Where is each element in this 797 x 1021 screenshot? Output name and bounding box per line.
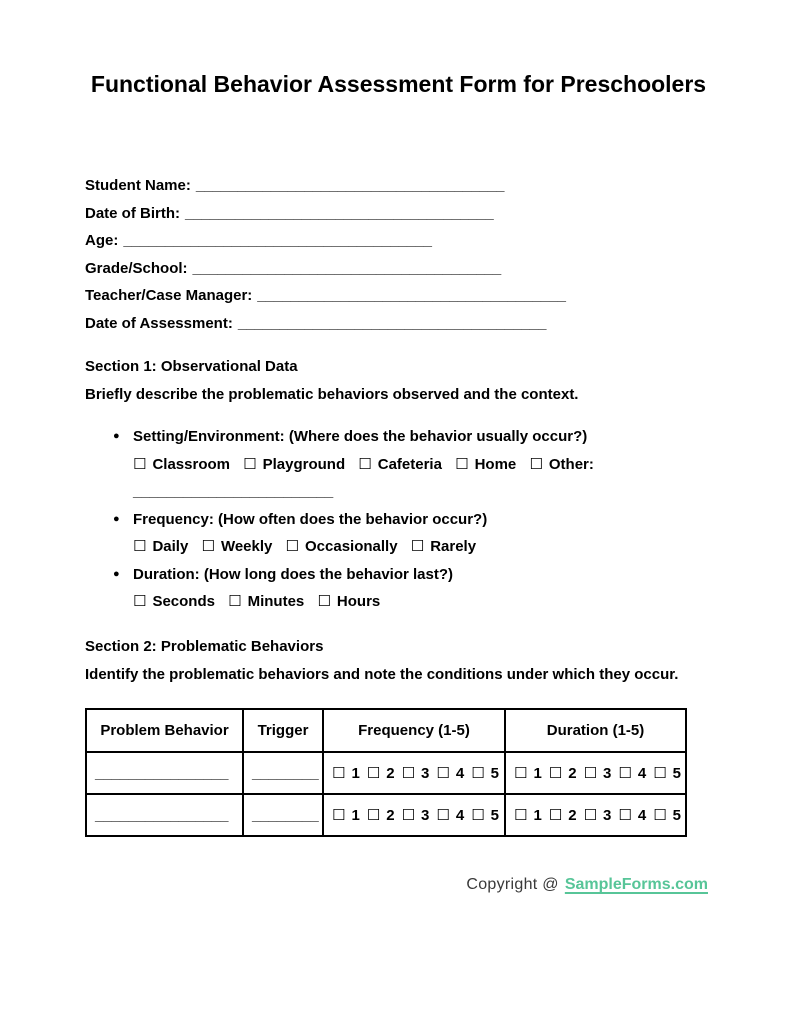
scale-checkbox-1[interactable] xyxy=(514,807,542,824)
option-label: Weekly xyxy=(220,538,273,555)
checkbox-icon: ☐ xyxy=(583,807,598,824)
behavior-blank-cell: ________________ xyxy=(86,752,243,794)
duration-scale-cell xyxy=(505,794,686,836)
checkbox-icon: ☐ xyxy=(548,807,563,824)
checkbox-icon: ☐ xyxy=(201,538,215,555)
section2-heading: Section 2: Problematic Behaviors xyxy=(85,638,324,655)
checkbox-icon: ☐ xyxy=(514,765,528,782)
scale-checkbox-3[interactable] xyxy=(402,765,430,782)
scale-label: 1 xyxy=(533,807,542,824)
checkbox-icon: ☐ xyxy=(317,593,331,610)
checkbox-icon: ☐ xyxy=(471,807,485,824)
field-label: Grade/School: xyxy=(85,259,188,277)
checkbox-option-seconds[interactable] xyxy=(133,593,215,610)
scale-checkbox-4[interactable] xyxy=(618,807,646,824)
field-label: Age: xyxy=(85,232,119,249)
scale-label: 1 xyxy=(351,807,360,824)
scale-label: 5 xyxy=(490,807,499,824)
bullet-label: Setting/Environment: (Where does the behavior usually occur?) xyxy=(133,428,588,445)
option-label: Occasionally xyxy=(305,538,398,555)
scale-checkbox-5[interactable] xyxy=(653,765,681,782)
bullet-icon: ● xyxy=(113,512,120,525)
bullet-item-setting-environment xyxy=(85,423,712,506)
scale-label: 5 xyxy=(672,765,681,782)
scale-label: 1 xyxy=(533,765,542,782)
bullet-label: Frequency: (How often does the behavior occur?) xyxy=(133,510,488,528)
checkbox-icon: ☐ xyxy=(366,807,381,824)
checkbox-icon: ☐ xyxy=(285,538,299,555)
checkbox-option-cafeteria[interactable] xyxy=(358,456,442,473)
bullet-item-frequency xyxy=(85,506,712,561)
scale-checkbox-3[interactable] xyxy=(584,765,612,782)
checkbox-icon: ☐ xyxy=(455,455,469,473)
checkbox-option-other[interactable] xyxy=(529,456,593,473)
field-row-date-of-assessment xyxy=(85,310,712,338)
bullet-label: Duration: (How long does the behavior last?) xyxy=(133,565,454,583)
field-blank-line: _____________________________________ xyxy=(185,204,494,222)
behavior-table xyxy=(85,708,687,837)
field-label: Student Name: xyxy=(85,177,191,194)
checkbox-icon: ☐ xyxy=(243,455,257,473)
checkbox-icon: ☐ xyxy=(133,455,147,473)
checkbox-option-playground[interactable] xyxy=(243,456,345,473)
checkbox-options-row xyxy=(133,451,712,479)
checkbox-icon: ☐ xyxy=(410,538,425,555)
section2-header xyxy=(85,633,712,688)
sampleforms-link[interactable]: SampleForms.com xyxy=(564,876,708,893)
checkbox-icon: ☐ xyxy=(471,765,485,782)
checkbox-icon: ☐ xyxy=(618,807,632,824)
scale-label: 3 xyxy=(421,807,430,824)
checkbox-icon: ☐ xyxy=(401,807,416,824)
scale-checkbox-2[interactable] xyxy=(367,807,395,824)
trigger-blank-cell: ________ xyxy=(243,794,323,836)
behavior-blank-cell: ________________ xyxy=(86,794,243,836)
page-title: Functional Behavior Assessment Form for Preschoolers xyxy=(90,71,707,97)
scale-label: 5 xyxy=(490,765,499,782)
bullet-icon: ● xyxy=(113,430,120,442)
scale-label: 4 xyxy=(637,807,647,824)
footer xyxy=(85,873,712,897)
scale-label: 2 xyxy=(386,807,395,824)
scale-label: 2 xyxy=(386,765,395,782)
copyright-text: Copyright @ xyxy=(466,876,559,893)
trigger-blank-cell: ________ xyxy=(243,752,323,794)
option-label: Cafeteria xyxy=(377,455,442,473)
field-blank-line: _____________________________________ xyxy=(123,232,433,249)
checkbox-option-weekly[interactable] xyxy=(201,538,272,555)
section2-description: Identify the problematic behaviors and note the conditions under which they occur. xyxy=(85,665,679,683)
field-label: Teacher/Case Manager: xyxy=(85,287,253,304)
field-blank-line: _____________________________________ xyxy=(195,177,505,194)
option-label: Daily xyxy=(152,538,189,555)
scale-label: 4 xyxy=(637,765,647,782)
field-row-teacher-case-manager xyxy=(85,282,712,310)
field-label: Date of Assessment: xyxy=(85,314,233,332)
scale-checkbox-2[interactable] xyxy=(367,765,395,782)
scale-checkbox-4[interactable] xyxy=(436,807,464,824)
checkbox-icon: ☐ xyxy=(228,593,242,610)
checkbox-option-hours[interactable] xyxy=(317,593,380,610)
checkbox-icon: ☐ xyxy=(653,807,667,824)
checkbox-icon: ☐ xyxy=(529,455,543,473)
field-blank-line: _____________________________________ xyxy=(237,314,547,332)
frequency-scale-cell xyxy=(323,794,505,836)
bullet-icon: ● xyxy=(113,567,120,580)
checkbox-icon: ☐ xyxy=(653,765,667,782)
section1-bullet-list xyxy=(85,423,712,616)
bullet-item-duration xyxy=(85,561,712,616)
option-label: Hours xyxy=(336,593,381,610)
option-label: Playground xyxy=(262,455,346,473)
scale-checkbox-5[interactable] xyxy=(653,807,681,824)
scale-checkbox-4[interactable] xyxy=(618,765,646,782)
checkbox-icon: ☐ xyxy=(514,807,528,824)
frequency-scale-cell xyxy=(323,752,505,794)
field-row-grade-school xyxy=(85,255,712,283)
scale-label: 3 xyxy=(421,765,430,782)
scale-label: 4 xyxy=(455,807,465,824)
checkbox-icon: ☐ xyxy=(618,765,632,782)
scale-label: 1 xyxy=(351,765,360,782)
checkbox-option-minutes[interactable] xyxy=(228,593,304,610)
scale-checkbox-1[interactable] xyxy=(514,765,542,782)
checkbox-icon: ☐ xyxy=(358,455,372,473)
scale-checkbox-4[interactable] xyxy=(436,765,464,782)
field-blank-line: _____________________________________ xyxy=(192,259,502,277)
option-label: Other: xyxy=(548,455,594,473)
scale-checkbox-2[interactable] xyxy=(549,807,577,824)
checkbox-icon: ☐ xyxy=(366,765,381,782)
scale-label: 2 xyxy=(568,807,577,824)
scale-label: 5 xyxy=(672,807,681,824)
field-label: Date of Birth: xyxy=(85,204,180,222)
duration-scale-cell xyxy=(505,752,686,794)
option-label: Rarely xyxy=(430,538,477,555)
col-header-frequency: Frequency (1-5) xyxy=(323,709,505,752)
field-blank-line: _____________________________________ xyxy=(257,287,566,304)
section1-header xyxy=(85,353,712,408)
section1-description: Briefly describe the problematic behaviors observed and the context. xyxy=(85,385,579,403)
field-row-age xyxy=(85,227,712,255)
section1-heading: Section 1: Observational Data xyxy=(85,358,298,375)
scale-checkbox-5[interactable] xyxy=(471,807,499,824)
student-info-section xyxy=(85,172,712,337)
option-label: Minutes xyxy=(247,593,305,610)
option-label: Classroom xyxy=(152,455,230,473)
col-header-trigger: Trigger xyxy=(243,709,323,752)
checkbox-icon: ☐ xyxy=(332,807,346,824)
field-row-student-name xyxy=(85,172,712,200)
scale-label: 3 xyxy=(603,765,612,782)
scale-checkbox-1[interactable] xyxy=(332,807,360,824)
checkbox-icon: ☐ xyxy=(401,765,416,782)
col-header-duration: Duration (1-5) xyxy=(505,709,686,752)
table-row xyxy=(86,752,686,794)
checkbox-option-rarely[interactable] xyxy=(411,538,476,555)
checkbox-icon: ☐ xyxy=(133,538,147,555)
checkbox-icon: ☐ xyxy=(133,593,147,610)
table-row xyxy=(86,794,686,836)
scale-checkbox-2[interactable] xyxy=(549,765,577,782)
checkbox-options-row xyxy=(133,588,712,616)
other-blank-line: ________________________ xyxy=(133,483,334,500)
scale-label: 2 xyxy=(568,765,577,782)
checkbox-icon: ☐ xyxy=(548,765,563,782)
checkbox-icon: ☐ xyxy=(583,765,598,782)
option-label: Home xyxy=(474,455,517,473)
checkbox-icon: ☐ xyxy=(436,807,450,824)
checkbox-option-daily[interactable] xyxy=(133,538,188,555)
option-label: Seconds xyxy=(152,593,215,610)
scale-checkbox-1[interactable] xyxy=(332,765,360,782)
checkbox-option-classroom[interactable] xyxy=(133,456,230,473)
scale-checkbox-3[interactable] xyxy=(402,807,430,824)
field-row-date-of-birth xyxy=(85,200,712,228)
scale-label: 3 xyxy=(603,807,612,824)
col-header-problem-behavior: Problem Behavior xyxy=(86,709,243,752)
checkbox-options-row xyxy=(133,533,712,561)
table-header-row xyxy=(86,709,686,752)
checkbox-option-occasionally[interactable] xyxy=(286,538,398,555)
scale-checkbox-3[interactable] xyxy=(584,807,612,824)
checkbox-icon: ☐ xyxy=(436,765,450,782)
checkbox-option-home[interactable] xyxy=(455,456,516,473)
scale-checkbox-5[interactable] xyxy=(471,765,499,782)
checkbox-icon: ☐ xyxy=(332,765,346,782)
scale-label: 4 xyxy=(455,765,465,782)
